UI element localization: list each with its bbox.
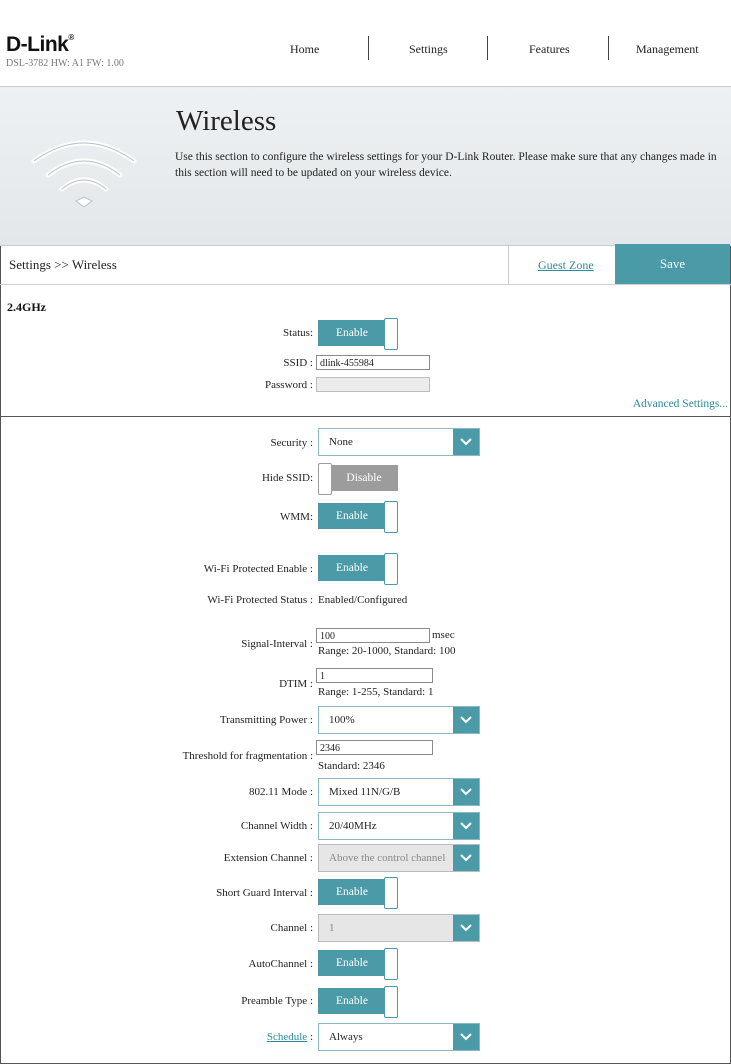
security-label: Security : bbox=[270, 437, 313, 449]
model-info: DSL-3782 HW: A1 FW: 1.00 bbox=[6, 58, 124, 69]
band-heading: 2.4GHz bbox=[7, 300, 46, 314]
channel-select[interactable] bbox=[318, 914, 480, 942]
ssid-input[interactable]: dlink-455984 bbox=[316, 355, 430, 370]
status-toggle-label: Enable bbox=[318, 320, 386, 346]
signal-unit: msec bbox=[432, 629, 455, 641]
toggle-knob bbox=[384, 948, 398, 980]
preamble-toggle[interactable] bbox=[318, 986, 399, 1016]
wmm-toggle[interactable] bbox=[318, 501, 399, 531]
schedule-link[interactable]: Schedule bbox=[266, 1031, 308, 1043]
wmm-label: WMM: bbox=[280, 511, 313, 523]
guest-zone-cell bbox=[508, 244, 616, 284]
channel-width-select[interactable] bbox=[318, 812, 480, 840]
autochannel-label: AutoChannel : bbox=[248, 958, 313, 970]
chevron-down-icon bbox=[453, 1024, 479, 1050]
nav-management[interactable]: Management bbox=[636, 42, 699, 56]
nav-settings[interactable]: Settings bbox=[409, 42, 448, 56]
extension-channel-select-value: Above the control channel bbox=[329, 852, 446, 864]
schedule-select[interactable] bbox=[318, 1023, 480, 1051]
top-header bbox=[0, 0, 731, 86]
breadcrumb-bar bbox=[0, 244, 731, 285]
channel-select-value: 1 bbox=[329, 922, 335, 934]
schedule-select-value: Always bbox=[329, 1031, 363, 1043]
chevron-down-icon bbox=[453, 915, 479, 941]
nav-features[interactable]: Features bbox=[529, 42, 570, 56]
mode-select[interactable] bbox=[318, 778, 480, 806]
channel-width-select-value: 20/40MHz bbox=[329, 820, 377, 832]
autochannel-toggle-label: Enable bbox=[318, 950, 386, 976]
short-guard-label: Short Guard Interval : bbox=[216, 887, 313, 899]
hide-ssid-label: Hide SSID: bbox=[261, 472, 313, 484]
toggle-knob bbox=[318, 463, 332, 495]
toggle-knob bbox=[384, 501, 398, 533]
extension-channel-select[interactable] bbox=[318, 844, 480, 872]
security-select[interactable] bbox=[318, 428, 480, 456]
wps-status-label: Wi-Fi Protected Status : bbox=[207, 594, 313, 606]
channel-label: Channel : bbox=[270, 922, 313, 934]
section-divider bbox=[0, 416, 731, 417]
tx-power-select[interactable] bbox=[318, 706, 480, 734]
schedule-label: Schedule : bbox=[266, 1031, 313, 1043]
chevron-down-icon bbox=[453, 429, 479, 455]
toggle-knob bbox=[384, 986, 398, 1018]
tx-power-select-value: 100% bbox=[329, 714, 355, 726]
password-label: Password : bbox=[265, 379, 313, 391]
wmm-toggle-label: Enable bbox=[318, 503, 386, 529]
breadcrumb: Settings >> Wireless bbox=[9, 257, 117, 272]
status-label: Status: bbox=[283, 327, 313, 339]
hide-ssid-toggle-label: Disable bbox=[330, 465, 398, 491]
security-select-value: None bbox=[329, 436, 353, 448]
page-title: Wireless bbox=[176, 105, 277, 137]
dlink-logo[interactable]: D-Link® bbox=[6, 33, 74, 56]
wps-status-value: Enabled/Configured bbox=[318, 594, 408, 606]
nav-divider bbox=[487, 36, 488, 60]
autochannel-toggle[interactable] bbox=[318, 948, 399, 978]
preamble-label: Preamble Type : bbox=[241, 995, 313, 1007]
guest-zone-link[interactable]: Guest Zone bbox=[538, 258, 594, 272]
chevron-down-icon bbox=[453, 845, 479, 871]
wps-label: Wi-Fi Protected Enable : bbox=[203, 563, 313, 575]
wps-toggle-label: Enable bbox=[318, 555, 386, 581]
signal-interval-label: Signal-Interval : bbox=[241, 638, 313, 650]
mode-select-value: Mixed 11N/G/B bbox=[329, 786, 401, 798]
signal-interval-hint: Range: 20-1000, Standard: 100 bbox=[318, 645, 456, 657]
hide-ssid-toggle[interactable] bbox=[318, 463, 399, 493]
status-toggle[interactable] bbox=[318, 318, 399, 348]
fragmentation-hint: Standard: 2346 bbox=[318, 760, 385, 772]
save-button[interactable]: Save bbox=[615, 244, 730, 284]
preamble-toggle-label: Enable bbox=[318, 988, 386, 1014]
dtim-input[interactable]: 1 bbox=[316, 668, 433, 683]
short-guard-toggle[interactable] bbox=[318, 877, 399, 907]
ssid-label: SSID : bbox=[283, 357, 313, 369]
nav-home[interactable]: Home bbox=[290, 42, 320, 56]
short-guard-toggle-label: Enable bbox=[318, 879, 386, 905]
nav-divider bbox=[608, 36, 609, 60]
fragmentation-label: Threshold for fragmentation : bbox=[182, 750, 313, 762]
toggle-knob bbox=[384, 318, 398, 350]
password-input[interactable] bbox=[316, 377, 430, 392]
tx-power-label: Transmitting Power : bbox=[219, 714, 313, 726]
wps-toggle[interactable] bbox=[318, 553, 399, 583]
extension-channel-label: Extension Channel : bbox=[223, 852, 313, 864]
chevron-down-icon bbox=[453, 707, 479, 733]
page-description: Use this section to configure the wireless settings for your D-Link Router. Please make sure that any changes made in this section will need to be updated on your wireless device. bbox=[175, 151, 717, 179]
advanced-settings-link[interactable]: Advanced Settings... bbox=[632, 398, 728, 410]
toggle-knob bbox=[384, 553, 398, 585]
page-banner bbox=[0, 86, 731, 246]
toggle-knob bbox=[384, 877, 398, 909]
mode-label: 802.11 Mode : bbox=[248, 786, 313, 798]
wifi-icon bbox=[28, 135, 140, 207]
nav-divider bbox=[368, 36, 369, 60]
chevron-down-icon bbox=[453, 779, 479, 805]
dtim-label: DTIM : bbox=[279, 678, 313, 690]
chevron-down-icon bbox=[453, 813, 479, 839]
signal-interval-input[interactable]: 100 bbox=[316, 628, 430, 643]
channel-width-label: Channel Width : bbox=[240, 820, 313, 832]
dtim-hint: Range: 1-255, Standard: 1 bbox=[318, 686, 434, 698]
fragmentation-input[interactable]: 2346 bbox=[316, 740, 433, 755]
